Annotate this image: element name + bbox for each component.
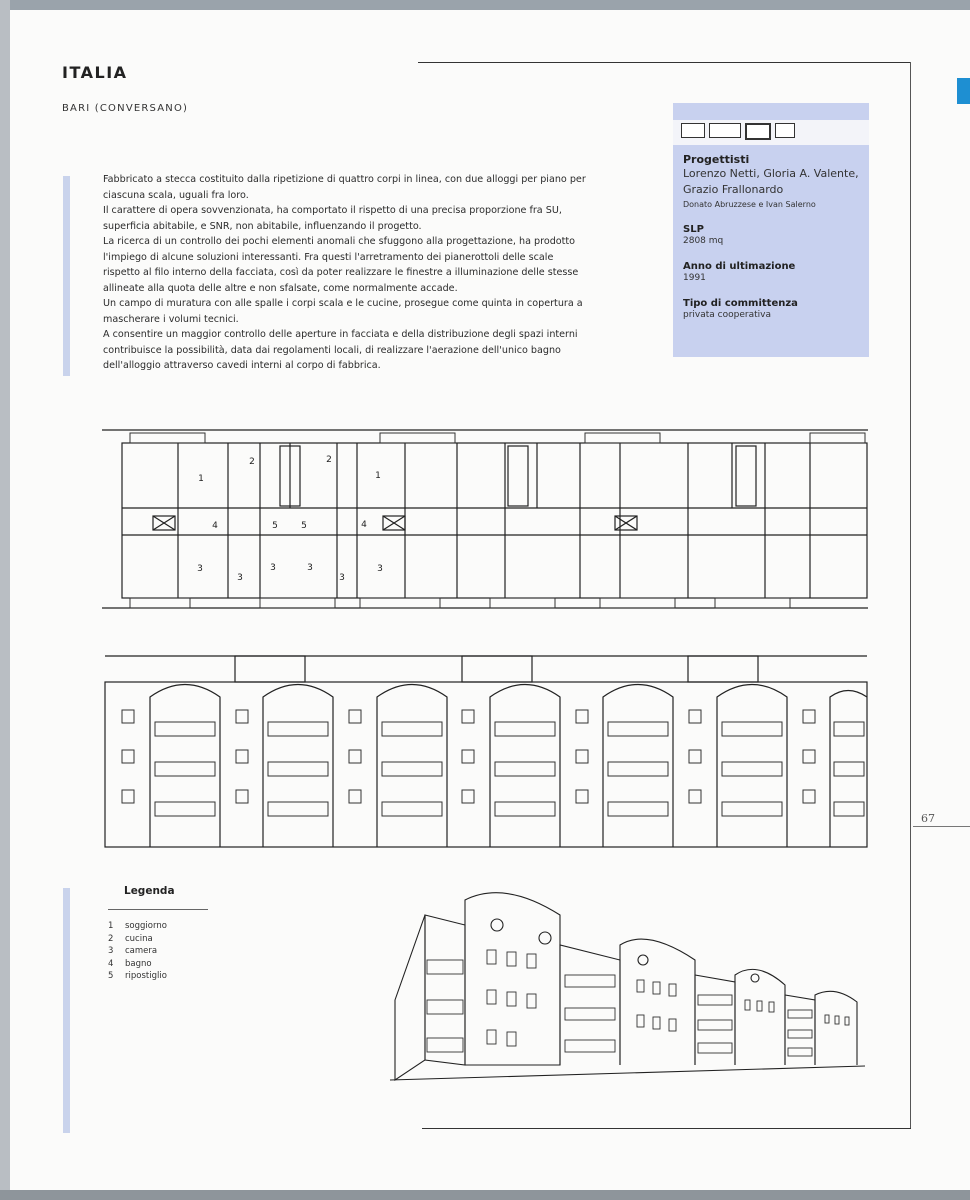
- scan-edge-top: [0, 0, 970, 10]
- facade-outline: [105, 682, 867, 847]
- bottom-rule: [422, 1128, 911, 1129]
- room-label: 4: [361, 520, 367, 530]
- right-rule: [910, 62, 911, 1128]
- client-value: privata cooperativa: [683, 310, 771, 320]
- room-label: 3: [237, 573, 243, 583]
- info-icon-strip: [673, 120, 869, 145]
- legend-item-number: 1: [108, 921, 114, 931]
- legend-item: [108, 920, 208, 933]
- page-number: 67: [921, 812, 935, 825]
- room-label: 2: [326, 455, 332, 465]
- year-value: 1991: [683, 273, 706, 283]
- round-window: [638, 955, 648, 965]
- scan-edge-left: [0, 0, 10, 1200]
- arched-bay: [263, 685, 333, 848]
- year-label: Anno di ultimazione: [683, 261, 796, 272]
- legend-item-label: ripostiglio: [125, 971, 167, 981]
- stair-tower: [620, 939, 695, 1065]
- room-label: 3: [377, 564, 383, 574]
- description-paragraph: Fabbricato a stecca costituito dalla ripetizione di quattro corpi in linea, con due alloggi per piano per ciascuna scala, uguali fra loro.: [103, 174, 586, 201]
- elevation-windows: [122, 710, 815, 803]
- floor-plan-walls: [102, 430, 868, 608]
- arched-bay: [150, 685, 220, 848]
- city-subheading: BARI (CONVERSANO): [62, 103, 189, 114]
- stair-tower: [465, 893, 560, 1065]
- floor-plan-drawing: [100, 418, 870, 618]
- country-heading: ITALIA: [62, 63, 128, 82]
- legend-item-label: bagno: [125, 958, 152, 969]
- legend-title: Legenda: [108, 885, 208, 910]
- perspective-view-drawing: [385, 880, 885, 1100]
- room-label: 3: [270, 563, 276, 573]
- stair-tower: [735, 969, 785, 1065]
- building-section: [560, 945, 620, 1065]
- round-window: [539, 932, 551, 944]
- legend-item: [108, 945, 208, 958]
- legend-item-label: camera: [125, 946, 158, 956]
- slp-label: SLP: [683, 224, 704, 235]
- legend-item-number: 2: [108, 933, 114, 944]
- scan-edge-bottom: [0, 1190, 970, 1200]
- legend-item: [108, 933, 208, 946]
- description-paragraph: La ricerca di un controllo dei pochi elementi anomali che sfuggono alla progettazione, ha prodotto l'impiego di alcune soluzioni interessanti. Fra questi l'arretramento dei pianerottoli delle scale rispetto al filo interno della facciata, così da poter realizzare le finestre a illuminazione delle stesse allineate alla quota delle altre e non sfalsate, come normalmente accade.: [103, 236, 579, 294]
- arched-bay: [377, 685, 447, 848]
- building-end-wall: [395, 915, 425, 1080]
- designers-secondary: Donato Abruzzese e Ivan Salerno: [683, 200, 816, 209]
- round-window: [491, 919, 503, 931]
- legend-item-label: cucina: [125, 933, 153, 944]
- room-label: 5: [301, 521, 307, 531]
- room-label: 2: [249, 457, 255, 467]
- room-label: 4: [212, 521, 218, 531]
- room-label: 3: [339, 573, 345, 583]
- roof-volume: [235, 656, 305, 682]
- text-side-bar: [63, 176, 70, 376]
- project-description: [103, 172, 593, 374]
- tower-building-icon: [775, 123, 795, 138]
- room-label: 3: [197, 564, 203, 574]
- legend-item-label: soggiorno: [125, 921, 167, 931]
- arched-bay: [603, 685, 673, 848]
- block-building-icon: [745, 123, 771, 140]
- round-window: [751, 974, 759, 982]
- legend-item: [108, 958, 208, 971]
- client-label: Tipo di committenza: [683, 298, 798, 309]
- perspective-windows: [487, 950, 849, 1046]
- arched-bay: [717, 685, 787, 848]
- building-side: [425, 915, 465, 1065]
- facade-elevation-drawing: [100, 652, 870, 852]
- legend: [108, 885, 208, 983]
- legend-item-number: 3: [108, 946, 114, 956]
- arched-bay: [490, 685, 560, 848]
- slp-value: 2808 mq: [683, 236, 724, 246]
- legend-item-number: 5: [108, 971, 114, 981]
- ground-line: [390, 1066, 865, 1080]
- description-paragraph: Un campo di muratura con alle spalle i corpi scala e le cucine, prosegue come quinta in copertura a mascherare i volumi tecnici.: [103, 298, 583, 325]
- room-label: 3: [307, 563, 313, 573]
- elevation-balconies: [155, 722, 864, 816]
- top-rule: [418, 62, 910, 63]
- project-info-box: [673, 103, 869, 357]
- page-number-rule: [913, 826, 970, 827]
- description-paragraph: Il carattere di opera sovvenzionata, ha comportato il rispetto di una precisa proporzione fra SU, superficia abitabile, e SNR, non abitabile, influenzando il progetto.: [103, 205, 562, 232]
- legend-item: [108, 970, 208, 983]
- designers-main: Lorenzo Netti, Gloria A. Valente, Grazio Frallonardo: [683, 167, 859, 196]
- stair-tower: [815, 991, 857, 1065]
- detached-house-icon: [681, 123, 705, 138]
- arched-bay: [830, 691, 867, 848]
- description-paragraph: A consentire un maggior controllo delle aperture in facciata e della distribuzione degli spazi interni contribuisce la possibilità, data dai regolamenti locali, di realizzare l'aerazione dell'unico bagno dell'alloggio attraverso cavedi interni al corpo di fabbrica.: [103, 329, 578, 371]
- row-house-icon: [709, 123, 741, 138]
- room-label: 1: [375, 471, 381, 481]
- roof-volume: [688, 656, 758, 682]
- section-tab-marker: [957, 78, 970, 104]
- legend-side-bar: [63, 888, 70, 1133]
- legend-item-number: 4: [108, 958, 114, 969]
- roof-volume: [462, 656, 532, 682]
- room-label: 5: [272, 521, 278, 531]
- designers-label: Progettisti: [683, 153, 750, 166]
- room-label: 1: [198, 474, 204, 484]
